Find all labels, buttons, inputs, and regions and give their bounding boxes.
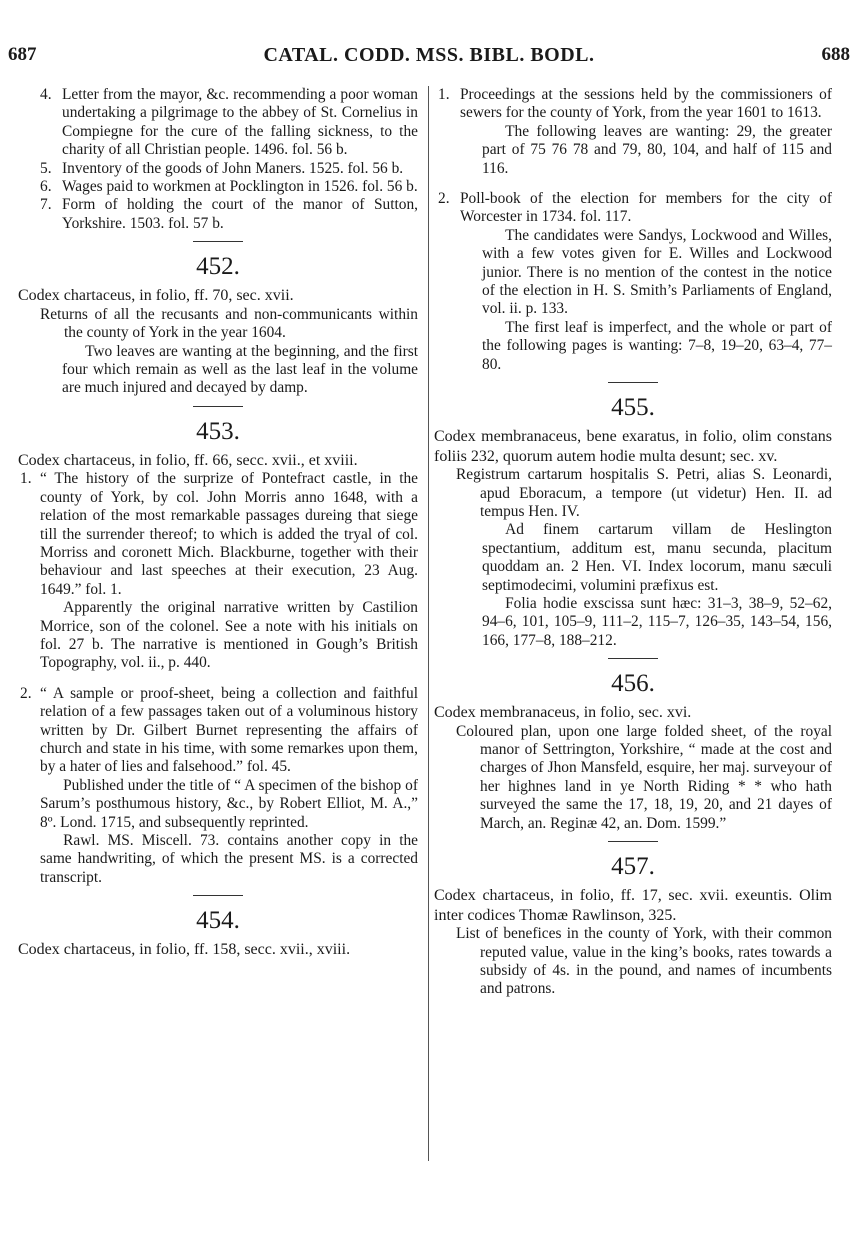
item-text: “ A sample or proof-sheet, being a collection and faithful relation of a few passages taken out of a voluminous history written by Dr. Gilbert Burnet representing the affairs of church and state in his time, with some remarkes upon them, by a hater of lies and falsehood.” fol. 45. bbox=[40, 684, 418, 776]
page-header bbox=[0, 44, 858, 72]
page-number-left: 687 bbox=[8, 44, 37, 65]
list-item bbox=[18, 86, 418, 160]
spacer bbox=[18, 673, 418, 685]
codex-content: Registrum cartarum hospitalis S. Petri, alias S. Leonardi, apud Eboracum, a tempore (ut videtur) Hen. II. ad tempus Hen. IV. bbox=[456, 466, 832, 520]
list-item bbox=[18, 160, 418, 178]
item-text: Inventory of the goods of John Maners. 1525. fol. 56 b. bbox=[62, 159, 404, 177]
list-item bbox=[18, 685, 418, 777]
item-text: Letter from the mayor, &c. recommending a poor woman undertaking a pilgrimage to the abbey of St. Cornelius in Compiegne for the cure of the falling sickness, to the charity of all Christian people. 1496. fol. 56 b. bbox=[62, 86, 418, 159]
codex-note: The following leaves are wanting: 29, the greater part of 75 76 78 and 79, 80, 104, and half of 115 and 116. bbox=[482, 122, 832, 177]
running-title: CATAL. CODD. MSS. BIBL. BODL. bbox=[263, 44, 595, 66]
codex-note: The candidates were Sandys, Lockwood and Willes, with a few votes given for E. Willes and Lockwood junior. There is no mention of the contest in the notice of the election in H. S. Smith’s Parliaments of England, vol. ii. p. 133. bbox=[482, 226, 832, 318]
codex-description: Codex chartaceus, in folio, ff. 158, secc. xvii., xviii. bbox=[18, 941, 351, 959]
right-column bbox=[434, 86, 832, 1169]
codex-description: Codex chartaceus, in folio, ff. 66, secc. xvii., et xviii. bbox=[18, 451, 358, 469]
item-number: 5. bbox=[40, 159, 52, 177]
list-item bbox=[18, 470, 418, 599]
codex-content: List of benefices in the county of York, with their common reputed value, value in the king’s books, rates towards a subsidy of 4s. in the pound, and names of incumbents and patrons. bbox=[456, 925, 832, 998]
codex-description: Codex membranaceus, in folio, sec. xvi. bbox=[434, 704, 692, 722]
column-divider bbox=[428, 86, 429, 1161]
item-number: 1. bbox=[438, 86, 450, 103]
left-column bbox=[18, 86, 418, 1169]
codex-content: Coloured plan, upon one large folded sheet, of the royal manor of Settrington, Yorkshire, “ made at the cost and charges of Jhon Mansfeld, esquire, her maj. surveyour of her highnes land in ye North Riding * * who hath surveyed the same the 17, 18, 19, 20, and 21 dayes of March, an. Reginæ 42, an. Dom. 1599.” bbox=[456, 722, 832, 832]
item-number: 1. bbox=[20, 470, 32, 488]
list-item bbox=[18, 196, 418, 233]
codex-number: 453. bbox=[196, 417, 240, 445]
codex-number: 454. bbox=[196, 907, 240, 935]
item-number: 2. bbox=[438, 190, 450, 208]
item-number: 6. bbox=[40, 178, 52, 196]
item-text: “ The history of the surprize of Pontefract castle, in the county of York, by col. John Morris anno 1648, with a relation of the most remarkable passages dureing that siege till the surrender thereof; to which is added the tryal of col. Morriss and coronett Mich. Blackburne, together with their behaviour and last speeches at their execution, 23 Aug. 1649.” fol. 1. bbox=[40, 470, 418, 598]
codex-note: Rawl. MS. Miscell. 73. contains another copy in the same handwriting, of which the present MS. is a corrected transcript. bbox=[40, 832, 418, 886]
list-item bbox=[434, 190, 832, 227]
section-rule bbox=[193, 406, 243, 407]
spacer bbox=[434, 178, 832, 190]
section-rule bbox=[608, 382, 658, 383]
codex-note: Published under the title of “ A specimen of the bishop of Sarum’s posthumous history, &c., by Robert Elliot, M. A.,” 8º. Lond. 1715, and subsequently reprinted. bbox=[40, 776, 418, 831]
codex-number: 457. bbox=[611, 853, 655, 881]
item-text: Proceedings at the sessions held by the commissioners of sewers for the county of York, from the year 1601 to 1613. bbox=[460, 86, 832, 122]
codex-number: 455. bbox=[611, 394, 655, 422]
section-rule bbox=[608, 841, 658, 842]
item-text: Form of holding the court of the manor of Sutton, Yorkshire. 1503. fol. 57 b. bbox=[62, 196, 418, 232]
codex-note: Ad finem cartarum villam de Heslington spectantium, additum est, manu secunda, placitum quoddam an. 2 Hen. VI. Index locorum, manu sæculi septimodecimi, volumini præfixus est. bbox=[482, 521, 832, 594]
codex-content: Returns of all the recusants and non-communicants within the county of York in the year 1604. bbox=[40, 305, 418, 342]
codex-note: The first leaf is imperfect, and the whole or part of the following pages is wanting: 7–8, 19–20, 63–4, 77–80. bbox=[482, 318, 832, 373]
codex-note: Folia hodie exscissa sunt hæc: 31–3, 38–9, 52–62, 94–6, 101, 105–9, 111–2, 115–7, 126–35, 143–54, 156, 166, 177–8, 188–212. bbox=[482, 594, 832, 649]
codex-description: Codex membranaceus, bene exaratus, in folio, olim constans foliis 232, quorum autem hodie multa desunt; sec. xv. bbox=[434, 428, 832, 465]
codex-note: Apparently the original narrative written by Castilion Morrice, son of the colonel. See a note with his initials on fol. 27 b. The narrative is mentioned in Gough’s British Topography, vol. ii., p. 440. bbox=[40, 599, 418, 672]
codex-number: 452. bbox=[196, 253, 240, 281]
item-number: 2. bbox=[20, 684, 32, 702]
item-text: Wages paid to workmen at Pocklington in 1526. fol. 56 b. bbox=[62, 178, 418, 196]
item-number: 7. bbox=[40, 196, 52, 214]
item-number: 4. bbox=[40, 86, 52, 103]
item-text: Poll-book of the election for members for the city of Worcester in 1734. fol. 117. bbox=[460, 190, 832, 226]
page-number-right: 688 bbox=[821, 44, 850, 65]
codex-description: Codex chartaceus, in folio, ff. 70, sec. xvii. bbox=[18, 287, 294, 305]
list-item bbox=[434, 86, 832, 123]
section-rule bbox=[193, 241, 243, 242]
codex-number: 456. bbox=[611, 670, 655, 698]
codex-description: Codex chartaceus, in folio, ff. 17, sec. xvii. exeuntis. Olim inter codices Thomæ Rawlinson, 325. bbox=[434, 887, 832, 924]
codex-note: Two leaves are wanting at the beginning, and the first four which remain as well as the last leaf in the volume are much injured and decayed by damp. bbox=[62, 342, 418, 397]
section-rule bbox=[193, 895, 243, 896]
section-rule bbox=[608, 658, 658, 659]
list-item bbox=[18, 178, 418, 196]
